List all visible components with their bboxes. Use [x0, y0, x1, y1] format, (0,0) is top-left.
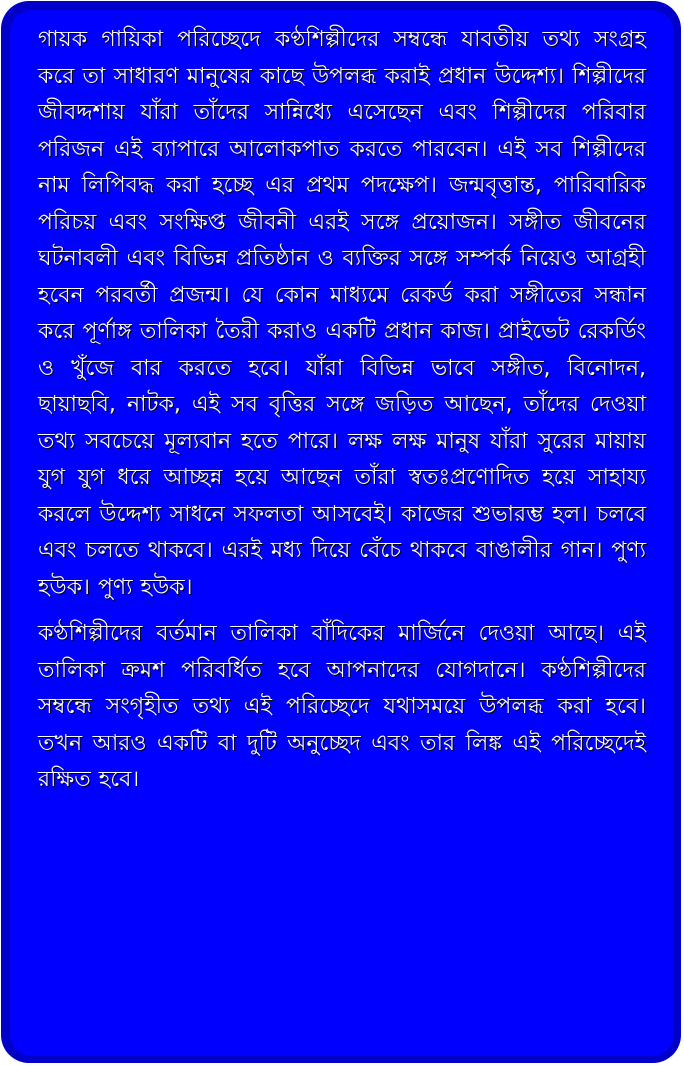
content-panel — [10, 10, 674, 1056]
content-panel-border — [1, 1, 681, 1063]
singer-list-paragraph: কণ্ঠশিল্পীদের বর্তমান তালিকা বাঁদিকের মার্জিনে দেওয়া আছে। এই তালিকা ক্রমশ পরিবর্ধিত হবে আপনাদের যোগদানে। কণ্ঠশিল্পীদের সম্বন্ধে সংগৃহীত তথ্য এই পরিচ্ছেদে যথাসময়ে উপলব্ধ করা হবে। তখন আরও একটি বা দুটি অনুচ্ছেদ এবং তার লিঙ্ক এই পরিচ্ছেদেই রক্ষিত হবে। — [38, 621, 646, 792]
intro-paragraph: গায়ক গায়িকা পরিচ্ছেদে কণ্ঠশিল্পীদের সম্বন্ধে যাবতীয় তথ্য সংগ্রহ করে তা সাধারণ মানুষের কাছে উপলব্ধ করাই প্রধান উদ্দেশ্য। শিল্পীদের জীবদ্দশায় যাঁরা তাঁদের সান্নিধ্যে এসেছেন এবং শিল্পীদের পরিবার পরিজন এই ব্যাপারে আলোকপাত করতে পারবেন। এই সব শিল্পীদের নাম লিপিবদ্ধ করা হচ্ছে এর প্রথম পদক্ষেপ। জন্মবৃত্তান্ত, পারিবারিক পরিচয় এবং সংক্ষিপ্ত জীবনী এরই সঙ্গে প্রয়োজন। সঙ্গীত জীবনের ঘটনাবলী এবং বিভিন্ন প্রতিষ্ঠান ও ব্যক্তির সঙ্গে সম্পর্ক নিয়েও আগ্রহী হবেন পরবর্তী প্রজন্ম। যে কোন মাধ্যমে রেকর্ড করা সঙ্গীতের সন্ধান করে পূর্ণাঙ্গ তালিকা তৈরী করাও একটি প্রধান কাজ। প্রাইভেট রেকর্ডিং ও খুঁজে বার করতে হবে। যাঁরা বিভিন্ন ভাবে সঙ্গীত, বিনোদন, ছায়াছবি, নাটক, এই সব বৃত্তির সঙ্গে জড়িত আছেন, তাঁদের দেওয়া তথ্য সবচেয়ে মূল্যবান হতে পারে। লক্ষ লক্ষ মানুষ যাঁরা সুরের মায়ায় যুগ যুগ ধরে আচ্ছন্ন হয়ে আছেন তাঁরা স্বতঃপ্রণোদিত হয়ে সাহায্য করলে উদ্দেশ্য সাধনে সফলতা আসবেই। কাজের শুভারম্ভ হল। চলবে এবং চলতে থাকবে। এরই মধ্য দিয়ে বেঁচে থাকবে বাঙালীর গান। পুণ্য হউক। পুণ্য হউক। — [38, 27, 646, 600]
